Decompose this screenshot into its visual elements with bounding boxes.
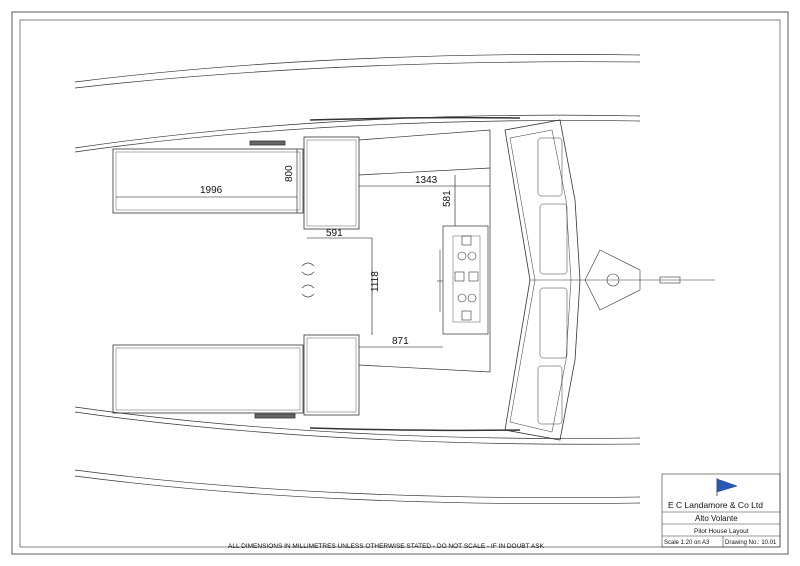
sheet-border-inner xyxy=(20,20,780,547)
dim-591: 591 xyxy=(326,228,343,239)
drawing-number: Drawing No.: 10.01 xyxy=(725,540,777,546)
door-hinge-icons xyxy=(302,263,314,297)
dim-1996: 1996 xyxy=(200,185,223,196)
dim-871: 871 xyxy=(392,336,409,347)
dim-581: 581 xyxy=(442,190,453,207)
dim-1343: 1343 xyxy=(415,175,438,186)
drawing-title: Pilot House Layout xyxy=(694,528,749,535)
bow-fitting xyxy=(530,250,715,310)
helm-console xyxy=(443,226,488,334)
vessel-name: Alto Volante xyxy=(695,514,738,523)
scale-label: Scale 1:20 on A3 xyxy=(664,540,710,546)
dim-1118: 1118 xyxy=(370,271,381,292)
burgee-flag-logo xyxy=(717,478,737,496)
floor-outline xyxy=(310,118,520,431)
bench-bottom-left xyxy=(113,345,303,418)
bench-top-left xyxy=(113,141,303,213)
company-name: E C Landamore & Co Ltd xyxy=(668,500,763,510)
hull-outline-bottom xyxy=(75,407,640,504)
footer-note: ALL DIMENSIONS IN MILLIMETRES UNLESS OTHERWISE STATED - DO NOT SCALE - IF IN DOUBT ASK xyxy=(228,543,544,550)
cabinet-top xyxy=(304,137,359,229)
dim-800: 800 xyxy=(284,165,295,182)
cabinet-bottom xyxy=(304,335,359,415)
